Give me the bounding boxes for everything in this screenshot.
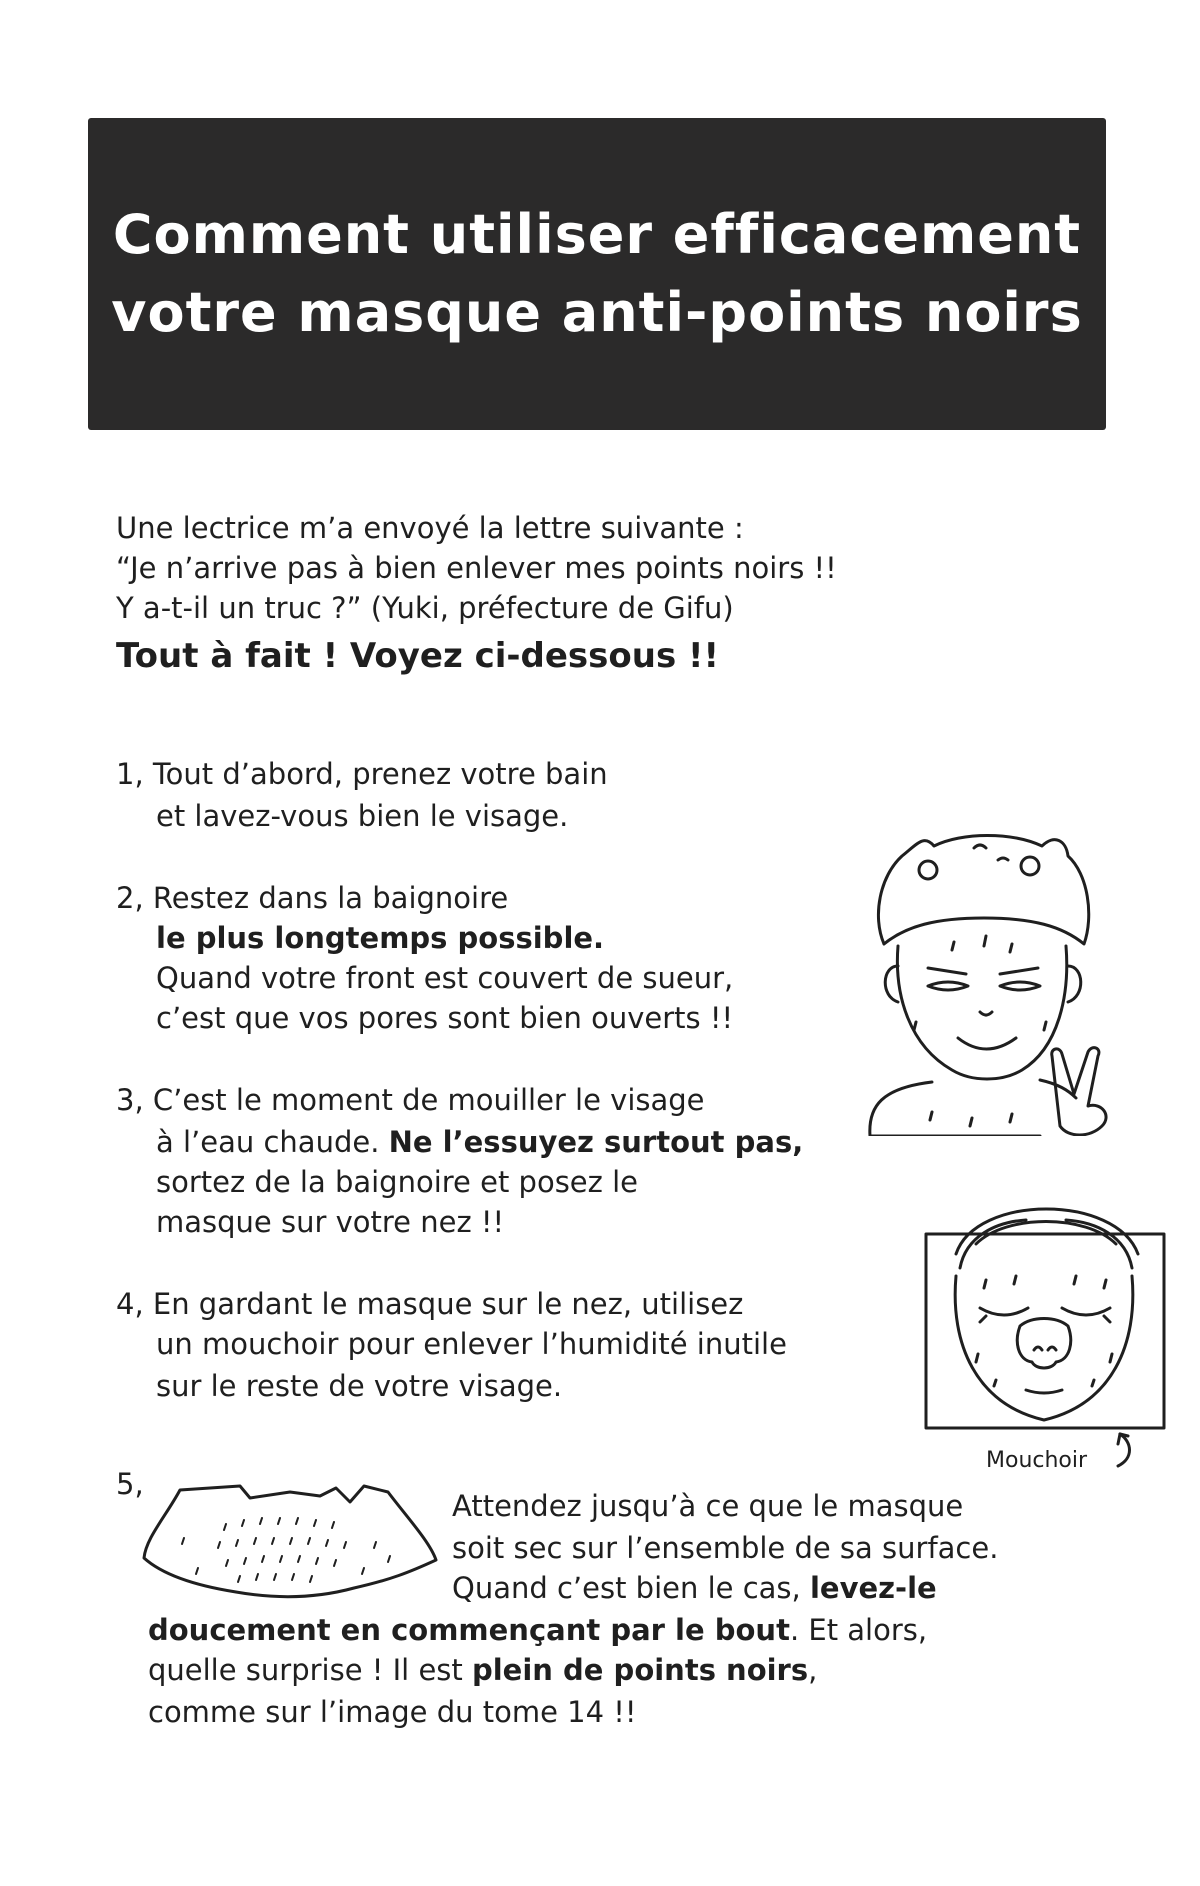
step-1-line-2: et lavez-vous bien le visage. <box>156 799 569 833</box>
bath-girl-illustration <box>862 826 1124 1136</box>
step-3-line-1: 3, C’est le moment de mouiller le visage <box>116 1083 705 1117</box>
step-3-line-4: masque sur votre nez !! <box>156 1205 505 1239</box>
step-5-line-4-plain: . Et alors, <box>789 1613 928 1647</box>
step-5-line-1: Attendez jusqu’à ce que le masque <box>452 1489 964 1523</box>
step-5-line-3-plain: Quand c’est bien le cas, <box>452 1571 810 1605</box>
step-3-line-2 <box>156 1122 803 1162</box>
curved-arrow-icon <box>1112 1424 1138 1472</box>
step-5-line-5-bold: plein de points noirs <box>471 1653 809 1687</box>
step-5-line-5-plain: quelle surprise ! Il est <box>148 1653 472 1687</box>
step-5-line-3-bold: levez-le <box>809 1571 937 1605</box>
step-5-line-3 <box>452 1568 937 1608</box>
step-3-line-2-bold: Ne l’essuyez surtout pas, <box>388 1125 804 1159</box>
mouchoir-caption: Mouchoir <box>986 1448 1088 1473</box>
step-3-line-3: sortez de la baignoire et posez le <box>156 1165 638 1199</box>
step-5-line-4-bold: doucement en commençant par le bout <box>148 1613 790 1647</box>
mask-face-illustration <box>916 1184 1172 1450</box>
title-banner <box>88 118 1106 430</box>
step-5-line-5 <box>148 1650 817 1690</box>
intro-line-1: Une lectrice m’a envoyé la lettre suivante : <box>116 511 744 545</box>
step-2-line-1: 2, Restez dans la baignoire <box>116 881 509 915</box>
step-5-line-5-comma: , <box>808 1653 818 1687</box>
step-1-line-1: 1, Tout d’abord, prenez votre bain <box>116 757 608 791</box>
intro-line-3: Y a-t-il un truc ?” (Yuki, préfecture de Gifu) <box>116 591 734 625</box>
used-nose-strip-illustration <box>140 1476 442 1614</box>
step-2-line-2: le plus longtemps possible. <box>156 921 605 955</box>
step-5-line-4 <box>148 1610 927 1650</box>
step-4-line-1: 4, En gardant le masque sur le nez, utilisez <box>116 1287 744 1321</box>
step-2-line-4: c’est que vos pores sont bien ouverts !! <box>156 1001 734 1035</box>
step-3-line-2-plain: à l’eau chaude. <box>156 1125 389 1159</box>
intro-line-2: “Je n’arrive pas à bien enlever mes points noirs !! <box>116 551 837 585</box>
step-5-line-2: soit sec sur l’ensemble de sa surface. <box>452 1531 999 1565</box>
step-2-line-3: Quand votre front est couvert de sueur, <box>156 961 734 995</box>
step-4-line-3: sur le reste de votre visage. <box>156 1369 563 1403</box>
intro-answer: Tout à fait ! Voyez ci-dessous !! <box>116 636 720 676</box>
step-5-line-6: comme sur l’image du tome 14 !! <box>148 1695 637 1729</box>
page-title <box>111 196 1082 352</box>
title-line-1: Comment utiliser efficacement <box>112 203 1082 266</box>
step-4-line-2: un mouchoir pour enlever l’humidité inutile <box>156 1327 787 1361</box>
step-5-number: 5, <box>116 1467 144 1501</box>
title-line-2: votre masque anti-points noirs <box>111 281 1083 344</box>
